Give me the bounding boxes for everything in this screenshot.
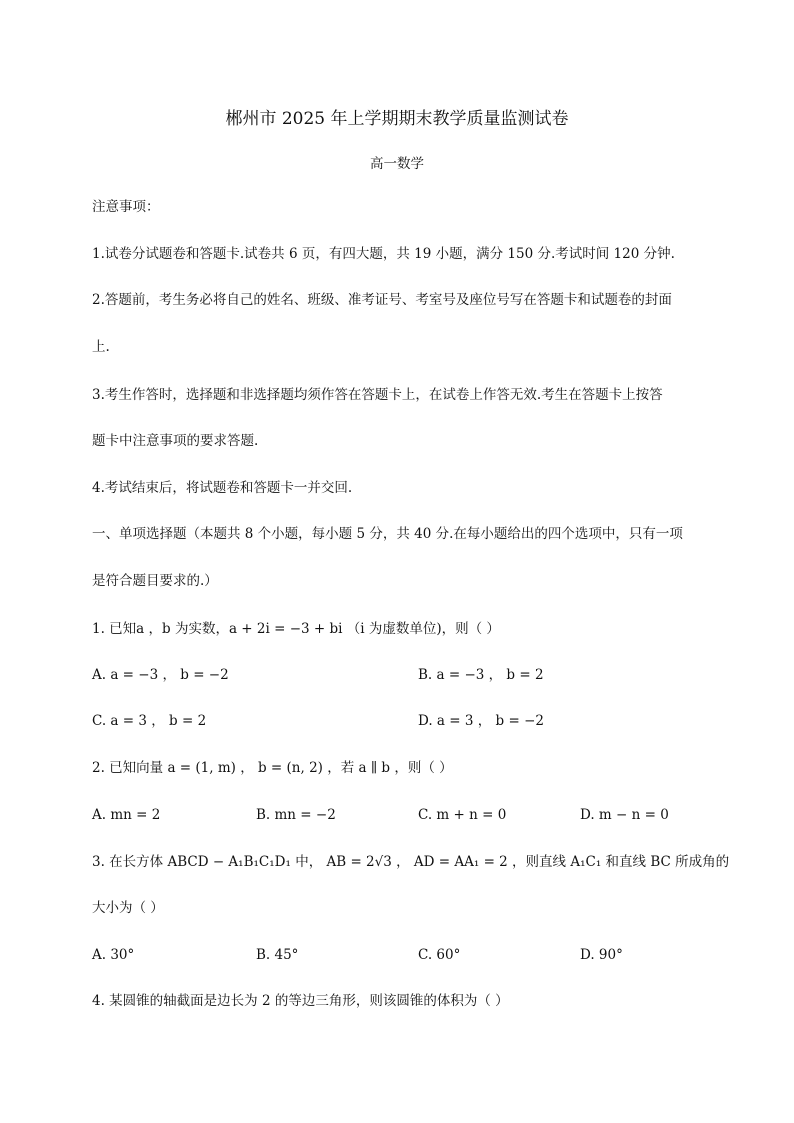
notice-item: 题卡中注意事项的要求答题. [92, 433, 259, 449]
page-title: 郴州市 2025 年上学期期末教学质量监测试卷 [225, 109, 569, 129]
notice-item: 4.考试结束后，将试题卷和答题卡一并交回. [92, 480, 353, 496]
notice-item: 上. [92, 339, 110, 355]
q1-option-c: C. a = 3 ， b = 2 [92, 713, 207, 729]
q3-option-c: C. 60° [418, 947, 461, 963]
notice-item: 2.答题前，考生务必将自己的姓名、班级、准考证号、考室号及座位号写在答题卡和试题卷的封面 [92, 292, 672, 308]
question-4-stem: 4. 某圆锥的轴截面是边长为 2 的等边三角形，则该圆锥的体积为（ ） [92, 993, 509, 1009]
question-3-stem: 3. 在长方体 ABCD − A₁B₁C₁D₁ 中， AB = 2√3 ， AD = AA₁ = 2 ，则直线 A₁C₁ 和直线 BC 所成角的 [92, 854, 730, 870]
notice-item: 1.试卷分试题卷和答题卡.试卷共 6 页，有四大题，共 19 小题，满分 150 分.考试时间 120 分钟. [92, 246, 675, 262]
q1-option-d: D. a = 3 ， b = −2 [418, 713, 544, 729]
q1-option-b: B. a = −3 ， b = 2 [418, 667, 544, 683]
q3-option-d: D. 90° [580, 947, 623, 963]
section-heading-cont: 是符合题目要求的.） [92, 573, 218, 589]
question-3-stem-cont: 大小为（ ） [92, 900, 164, 916]
q2-option-c: C. m + n = 0 [418, 807, 507, 823]
q3-option-a: A. 30° [92, 947, 135, 963]
page-subtitle: 高一数学 [370, 156, 424, 172]
q2-option-a: A. mn = 2 [92, 807, 161, 823]
question-2-stem: 2. 已知向量 a = (1, m) ， b = (n, 2) ，若 a ∥ b ，则（ ） [92, 760, 453, 776]
notice-item: 3.考生作答时，选择题和非选择题均须作答在答题卡上，在试卷上作答无效.考生在答题卡上按答 [92, 387, 663, 403]
q3-option-b: B. 45° [256, 947, 299, 963]
q2-option-d: D. m − n = 0 [580, 807, 669, 823]
notice-heading: 注意事项： [92, 199, 160, 215]
question-1-stem: 1. 已知a ，b 为实数，a + 2i = −3 + bi （i 为虚数单位)，则（ ） [92, 621, 500, 637]
section-heading: 一、单项选择题（本题共 8 个小题，每小题 5 分，共 40 分.在每小题给出的四个选项中，只有一项 [92, 526, 683, 542]
q1-option-a: A. a = −3 ， b = −2 [92, 667, 229, 683]
q2-option-b: B. mn = −2 [256, 807, 336, 823]
